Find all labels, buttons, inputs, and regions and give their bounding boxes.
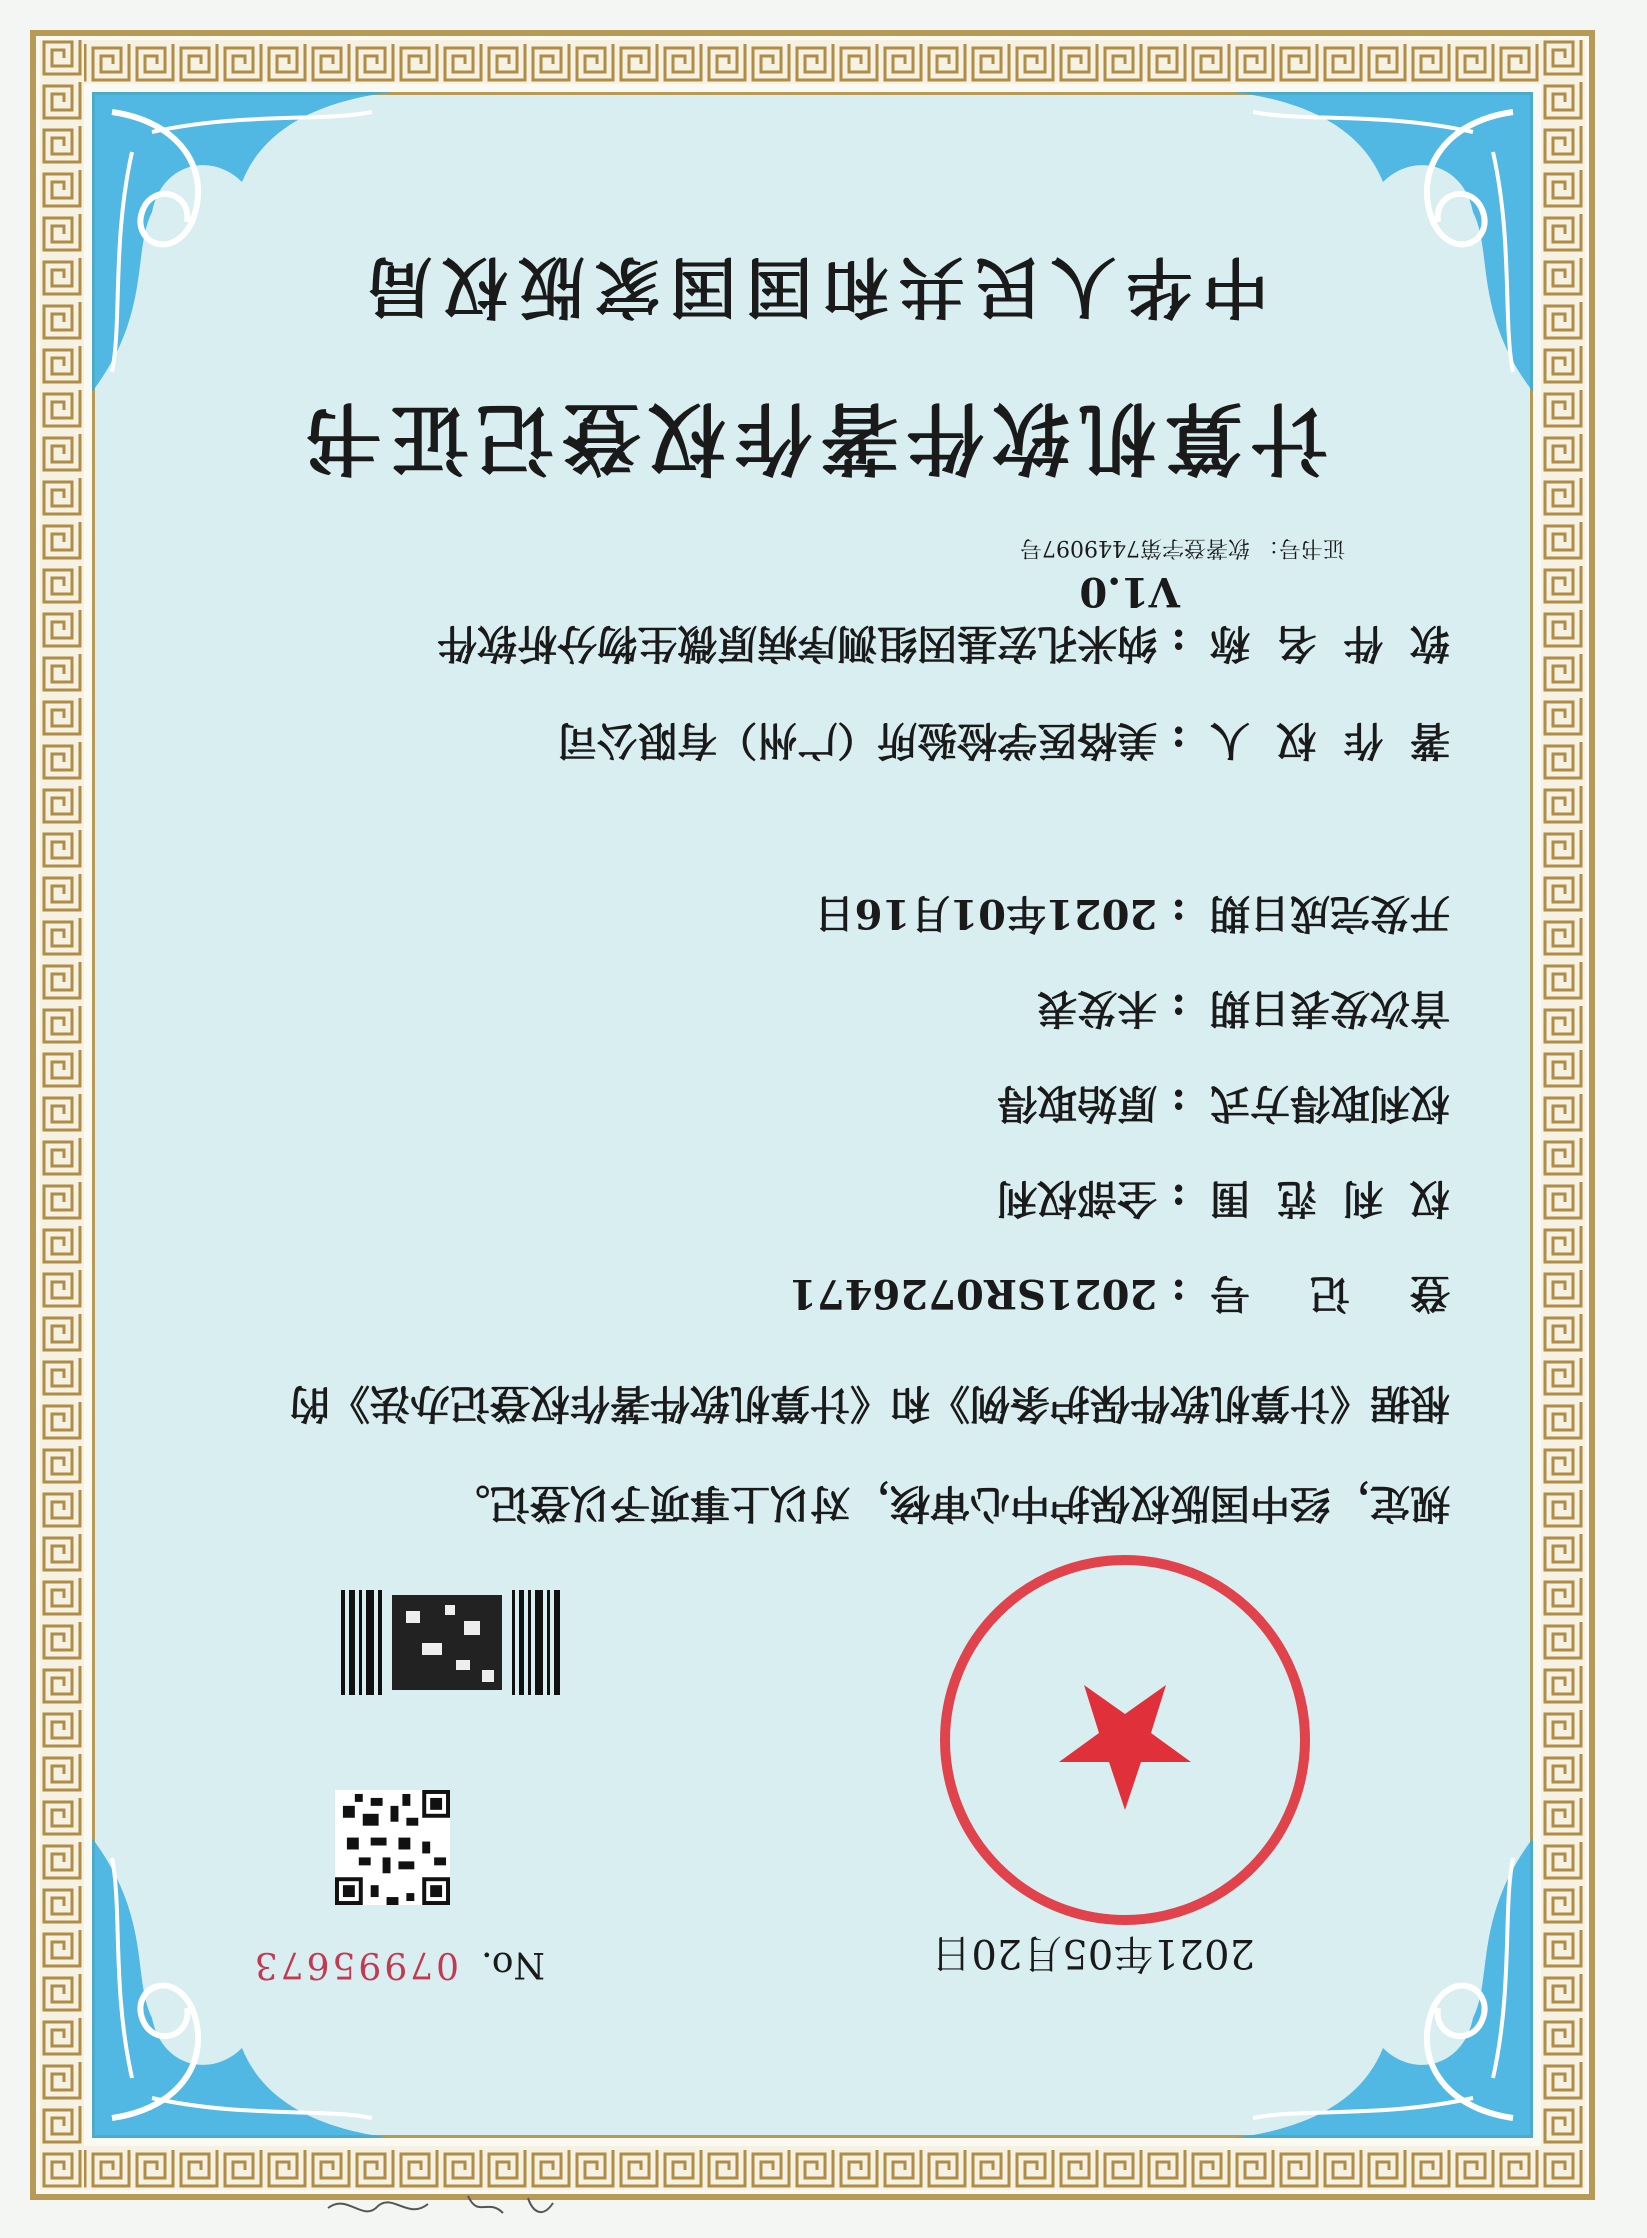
serial-number-row <box>252 1944 545 1985</box>
serial-label: No. <box>481 1944 545 1985</box>
greek-key-border-bottom <box>40 40 1585 84</box>
field-label: 开发完成日期 <box>1210 890 1450 937</box>
field-copyright-owner: 著作权人: 美格医学检验所（广州）有限公司 <box>557 715 1450 772</box>
field-label: 登记号 <box>1210 1270 1450 1317</box>
certificate-title: 计算机软件著作权登记证书 <box>296 392 1329 483</box>
corner-scroll-ornament <box>1233 92 1533 392</box>
field-value: 美格医学检验所（广州）有限公司 <box>557 717 1158 764</box>
field-software-version: V1.0 <box>1079 568 1180 615</box>
certificate-sheet <box>30 30 1595 2200</box>
qr-code-icon <box>335 1790 450 1905</box>
field-label: 著作权人 <box>1210 717 1450 764</box>
field-software-name: 软件名称: 纳米孔宏基因组测序病原微生物分析软件 <box>437 618 1450 675</box>
field-label: 首次发表日期 <box>1210 985 1450 1032</box>
certificate-number-row <box>1020 534 1345 565</box>
statement-line-2: 规定，经中国版权保护中心审核，对以上事项予以登记。 <box>450 1480 1450 1527</box>
greek-key-border-left <box>1541 40 1585 2190</box>
certificate-number: 软著登字第7449097号 <box>1020 535 1250 560</box>
greek-key-border-right <box>40 40 84 2190</box>
field-value: 全部权利 <box>997 1175 1158 1222</box>
seal-star-icon <box>1059 1685 1191 1810</box>
greek-key-border-top <box>40 2146 1585 2190</box>
barcode-icon <box>335 1590 560 1695</box>
field-label: 权利范围 <box>1210 1175 1450 1222</box>
field-label: 软件名称 <box>1210 620 1450 667</box>
certificate-number-label: 证书号： <box>1256 535 1345 560</box>
corner-scroll-ornament <box>92 92 392 392</box>
field-value: 2021年01月16日 <box>814 890 1158 937</box>
handwritten-mark <box>318 2188 568 2228</box>
field-label: 权利取得方式 <box>1210 1080 1450 1127</box>
field-registration-number: 登记号: 2021SR0726471 <box>789 1268 1450 1325</box>
field-value: 未发表 <box>1037 985 1158 1032</box>
field-value: 2021SR0726471 <box>789 1270 1158 1317</box>
field-rights-scope: 权利范围: 全部权利 <box>997 1173 1450 1230</box>
certificate-content <box>30 30 1595 2200</box>
serial-number: 07995673 <box>251 1944 460 1985</box>
field-first-publication-date: 首次发表日期: 未发表 <box>1037 983 1450 1040</box>
issuer-heading: 中华人民共和国国家版权局 <box>356 248 1269 326</box>
field-value: 纳米孔宏基因组测序病原微生物分析软件 <box>437 620 1158 667</box>
statement-line-1: 根据《计算机软件保护条例》和《计算机软件著作权登记办法》的 <box>290 1380 1450 1427</box>
official-seal <box>935 1550 1315 1930</box>
field-acquisition-method: 权利取得方式: 原始取得 <box>997 1078 1450 1135</box>
field-value: 原始取得 <box>997 1080 1158 1127</box>
field-completion-date: 开发完成日期: 2021年01月16日 <box>815 888 1450 945</box>
issue-date: 2021年05月20日 <box>931 1930 1255 1976</box>
